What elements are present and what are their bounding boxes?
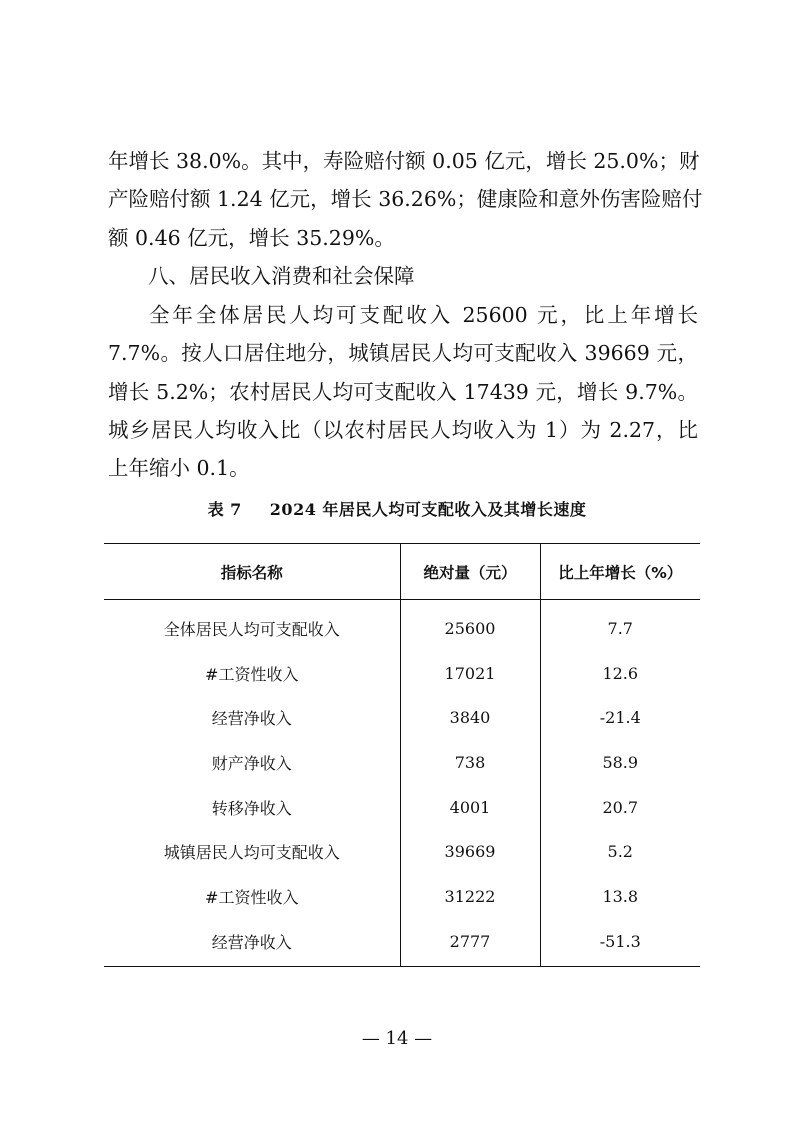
cell-indicator: #工资性收入 [205,887,299,907]
cell-growth: 5.2 [540,829,700,874]
cell-growth: 20.7 [540,785,700,830]
table-caption [0,497,794,520]
header-absolute-value: 绝对量（元） [400,544,540,600]
cell-indicator: 财产净收入 [211,753,292,773]
table-row [104,829,700,874]
cell-indicator: 经营净收入 [104,919,400,966]
table-header-row [104,544,700,600]
paragraph-insurance-claims [108,142,703,257]
section-heading: 八、居民收入消费和社会保障 [148,264,415,288]
text-line: 年增长 38.0%。其中，寿险赔付额 0.05 亿元，增长 25.0%；财 [108,149,700,173]
cell-value: 25600 [400,600,540,651]
table-caption-title: 2024 年居民人均可支配收入及其增长速度 [269,500,587,519]
cell-value: 3840 [400,695,540,740]
text-line: 上年缩小 0.1。 [108,456,250,481]
cell-value: 31222 [400,874,540,919]
table-row [104,919,700,966]
table-row [104,740,700,785]
cell-indicator: 城镇居民人均可支配收入 [163,843,340,863]
paragraph-resident-income [108,296,698,487]
cell-growth: 7.7 [540,600,700,651]
cell-indicator: #工资性收入 [205,664,299,684]
header-indicator-name: 指标名称 [104,544,400,600]
text-line: 额 0.46 亿元，增长 35.29%。 [108,225,395,250]
table-row [104,785,700,830]
table-row [104,651,700,696]
table-row [104,695,700,740]
cell-value: 39669 [400,829,540,874]
text-line: 城乡居民人均收入比（以农村居民人均收入为 1）为 2.27，比 [108,417,698,442]
header-growth-rate: 比上年增长（%） [540,544,700,600]
table-row [104,600,700,651]
text-line: 7.7%。按人口居住地分，城镇居民人均可支配收入 39669 元， [108,341,698,366]
cell-value: 17021 [400,651,540,696]
cell-indicator: 全体居民人均可支配收入 [163,619,340,639]
page-number: — 14 — [361,1028,433,1049]
table-row [104,874,700,919]
cell-value: 4001 [400,785,540,830]
text-line: 产险赔付额 1.24 亿元，增长 36.26%；健康险和意外伤害险赔付 [108,187,703,212]
text-line: 增长 5.2%；农村居民人均可支配收入 17439 元，增长 9.7%。 [108,379,698,404]
income-table [104,543,700,967]
cell-indicator: 经营净收入 [211,709,292,729]
cell-value: 2777 [400,919,540,966]
cell-growth: -51.3 [540,919,700,966]
cell-growth: 13.8 [540,874,700,919]
cell-growth: 58.9 [540,740,700,785]
cell-value: 738 [400,740,540,785]
text-line: 全年全体居民人均可支配收入 25600 元，比上年增长 [149,303,698,327]
table-caption-number: 表 7 [207,500,242,519]
cell-indicator: 转移净收入 [211,798,292,818]
cell-growth: -21.4 [540,695,700,740]
cell-growth: 12.6 [540,651,700,696]
